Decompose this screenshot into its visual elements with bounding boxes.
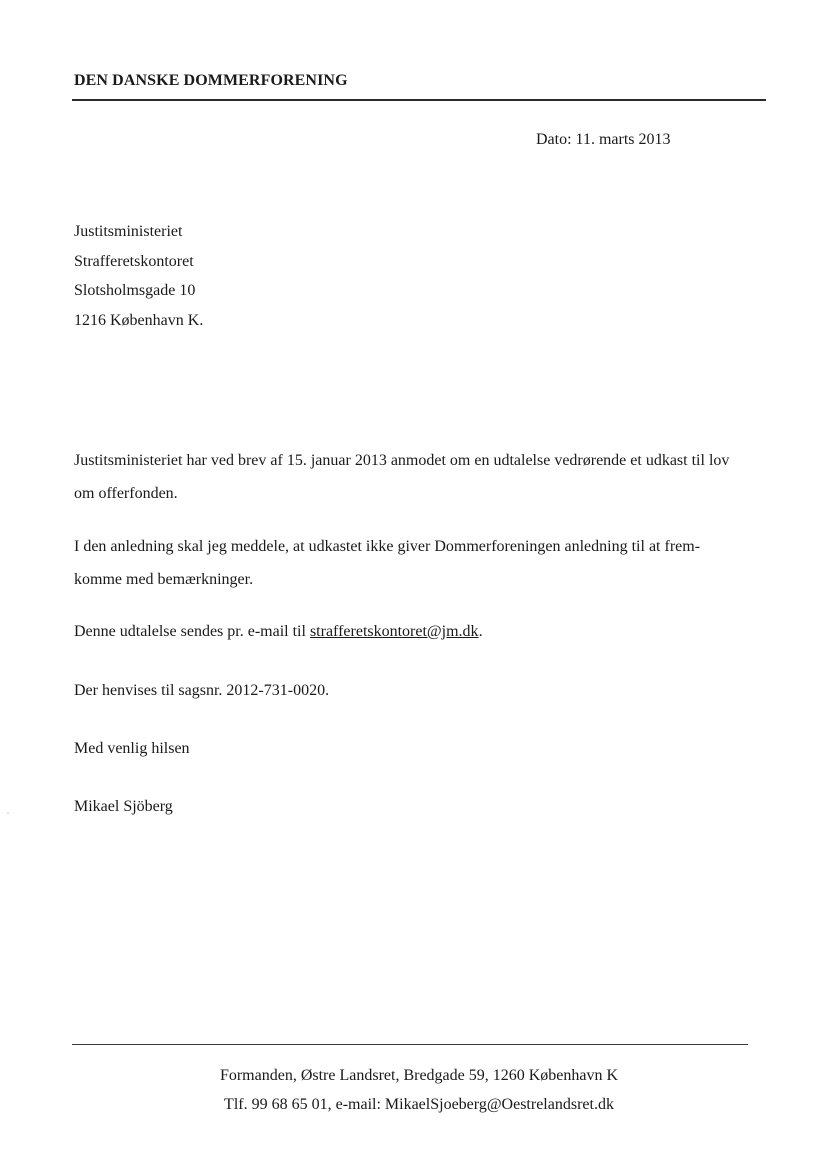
recipient-line: Strafferetskontoret	[74, 252, 194, 270]
email-notice-period: .	[478, 623, 483, 640]
date-value: 11. marts 2013	[575, 131, 671, 148]
date-label: Dato:	[536, 131, 572, 148]
recipient-line: 1216 København K.	[74, 311, 204, 329]
footer-phone: Tlf. 99 68 65 01, e-mail:	[224, 1096, 381, 1113]
organization-name: DEN DANSKE DOMMERFORENING	[74, 72, 348, 89]
footer-address: Formanden, Østre Landsret, Bredgade 59, 1260 København K	[219, 1067, 619, 1084]
closing-salutation: Med venlig hilsen	[74, 740, 190, 757]
paragraph-request	[74, 444, 764, 510]
paragraph-email-notice	[74, 615, 764, 648]
header-divider	[72, 99, 766, 101]
paragraph-line: Justitsministeriet har ved brev af 15. januar 2013 anmodet om en udtalelse vedrørende et udkast til lov	[74, 452, 730, 469]
recipient-line: Justitsministeriet	[74, 223, 183, 240]
letter-date	[536, 131, 671, 149]
paragraph-line: komme med bemærkninger.	[74, 571, 254, 588]
paragraph-line: I den anledning skal jeg meddele, at udkastet ikke giver Dommerforeningen anledning til at frem-	[74, 538, 701, 555]
footer-contact	[6, 1096, 826, 1114]
signature-name: Mikael Sjöberg	[74, 798, 173, 815]
footer-divider	[72, 1044, 748, 1045]
scan-speck	[7, 812, 9, 814]
recipient-email-link[interactable]: strafferetskontoret@jm.dk	[309, 623, 479, 640]
recipient-address	[74, 217, 203, 335]
paragraph-case-number: Der henvises til sagsnr. 2012-731-0020.	[74, 682, 330, 699]
paragraph-line: om offerfonden.	[74, 485, 178, 502]
paragraph-response	[74, 530, 764, 596]
email-notice-text: Denne udtalelse sendes pr. e-mail til	[74, 623, 306, 640]
recipient-line: Slotsholmsgade 10	[74, 282, 196, 299]
footer-email-link[interactable]: MikaelSjoeberg@Oestrelandsret.dk	[384, 1096, 614, 1113]
